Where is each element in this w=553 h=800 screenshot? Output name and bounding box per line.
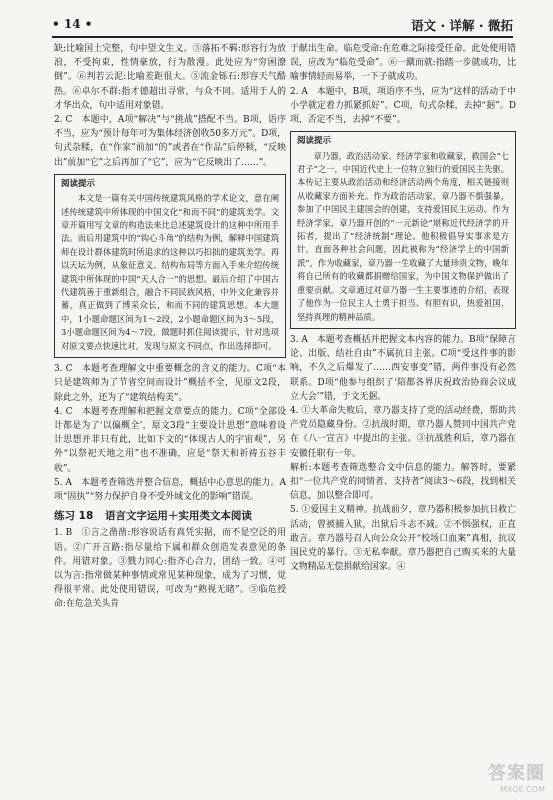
exercise-number: 练习 18 [54,510,94,523]
page-header [52,14,513,34]
reading-tip-title: 阅读提示 [61,178,96,189]
answer-text: 缺;比喻国土完整，句中望文生义。⑤落拓不羁:形容行为放浪，不受拘束，性情豪放，行为散漫。此处应为“穷困潦倒”。⑥判若云泥:比喻差距很大。⑤流金铄石:形容天气酷热。⑥卓尔不群:指才德超出寻常，与众不同。适用于人的才华出众，句中适用对象错。 [54,44,286,111]
answer-1: 1. B ①言之凿凿:形容说话有真凭实据，而不是空泛的用语。②广开言路:指尽量给下属和群众创造发表意见的条件。用错对象。③戮力同心:指齐心合力，团结一致。④可以为言:指常做某种事情或常见某种现象，成为了习惯，觉得很平常。此处使用错误，可改为“熟视无睹”。⑤临危授命:在危急关头肯 [54,528,286,610]
answer-3: 3. A 本题考查概括并把握文本内容的能力。B项“保障言论、出版、结社自由”不属抗日主张。C项“受这件事的影响，不久之后爆发了……西安事变”错，两件事没有必然联系。D项“他参与组织了‘陪都各界庆祝政治协商会议成立大会’”错，于文无据。 [290,334,516,402]
answer-4: 4. ①大革命失败后，章乃器支持了党的活动经费，帮助共产党员隐藏身份。②抗战时期，章乃器人赞同中国共产党在《八一宣言》中提出的主张。③抗战胜利后，章乃器在安徽任职有一年。 [290,405,516,459]
analysis-note: 解析:本题考查筛选整合文中信息的能力。解答时，要紧扣“一位共产党的同情者、支持者”阅读3～6段，找到相关信息，加以整合即可。 [290,462,516,502]
page-number: • 14 • [52,17,93,31]
reading-tip-text: 章乃器，政治活动家、经济学家和收藏家，救国会“七君子”之一，中国近代史上一位特立独行的爱国民主先驱。本传记主要从政治活动和经济活动两个角度，相关链接则从收藏家方面补充。作为政治活动家，章乃器不惧强暴，参加了中国民主建国会的创建，支持爱国民主运动。作为经济学家，章乃器开创的“一元新论”堪称近代经济学的开拓者，提出了“经济统制”理论。他积极倡导实事求是方针，直面各种社会问题，因此被称为“经济学上的中国新派”，作为收藏家，章乃器一生收藏了大量珍贵文物，晚年将自己所有的收藏都捐赠给国家，为中国文物保护做出了重要贡献。文章通过对章乃器一生主要事迹的介绍，表现了他作为一位民主人士勇于担当、有胆有识，热爱祖国、坚持真理的精神品质。 [297,150,509,322]
watermark-url: MXQE.COM [499,785,545,794]
answer-5: 5. ①爱国主义精神。抗战前夕，章乃器积极参加抗日救亡活动，曾被捕入狱，出狱后斗志不减。②不惧强权，正直敢言。章乃器号召人向公众公开“校场口血案”真相，抗议国民党的暴行。③无私奉献。章乃器把自己购买来的大量文物精品无偿捐献给国家。④ [290,505,516,573]
reading-tip-text: 本文是一篇有关中国传统建筑风格的学术论文，意在阐述传统建筑中所体现的中国文化“和而不同”的建筑美学。文章开篇用写文章的构造法来比总述建筑设计的这种中所用手法。而后用建筑中的“钩心斗角”的结构为例，解释中国建筑师在设计群体建筑时所追求的这种以巧扣拙的建筑美学。再以天坛为例，从象征意义、结构布局等方面入手来介绍传统建筑中所体现的中国“天人合一”的思想。最后介绍了中国古代建筑善于重新组合，融合不同民族风格，中外文化兼容并蓄，真正做到了博采众长，和而不同的建筑思想。本大题中，1小题命题区间为1～2段，2小题命题区间为3～5段，3小题命题区间为4～7段，做题时抓住阅读提示，针对选项对原文要点快速比对，发现与原文不同点，作出选择即可。 [61,193,279,351]
right-column [290,42,516,574]
series-brand: 语文 · 详解 · 微拓 [411,18,513,33]
answer-continued: 于献出生命。临危受命:在危难之际接受任命。此处使用错误，应改为“临危受命”。⑥一蹴而就:指踏一步就成功，比喻事情轻而易举，一下子就成功。 [290,44,516,83]
watermark-logo [488,759,545,794]
header-rule [52,36,513,38]
reading-tip-box [290,131,516,329]
answer-5: 5. A 本题考查筛选并整合信息，概括中心意思的能力。A项“固执”“努力保护自身不受外域文化的影响”错误。 [54,477,286,502]
answer-2: 2. A 本题中，B项，项语序不当，应为“这样的活动于中小学就定着力抓紧抓好”。C项，句式杂糅，去掉“据”。D项，否定不当，去掉“不要”。 [290,86,516,126]
answer-4: 4. C 本题考查理解和把握文章要点的能力。C项“全部设计都是为了‘以偏概全’，原文3段“主要设计思想”意味着设计思想并非只有此，比如下文的“体现古人的宇宙观”，另外“以祭祀天地之用”也不准确，应是“祭天和祈祷五谷丰收”。 [54,406,286,474]
reading-tip-title: 阅读提示 [297,136,332,147]
answer-3: 3. C 本题考查理解文中重要概念的含义的能力。C项“本只是建筑师为了节省空间而设计”概括不全，见原文2段，除此之外，还为了“建筑结构美”。 [54,364,286,403]
reading-tip-box [54,174,286,358]
answer-2: 2. C 本题中，A项“解决”与“挑战”搭配不当。B项，语序不当，应为“预计每年可为集体经济创收50多万元”。D项，句式杂糅，在“作家”前加“的”或者在“作品”后停顿，“反映出”前加“它”之后再加了“它”，应为“它反映出了……”。 [54,115,286,168]
left-column [54,42,286,612]
exercise-heading [54,509,286,523]
watermark-text: 答案圈 [488,763,545,784]
exercise-title: 语言文字运用＋实用类文本阅读 [104,510,252,523]
